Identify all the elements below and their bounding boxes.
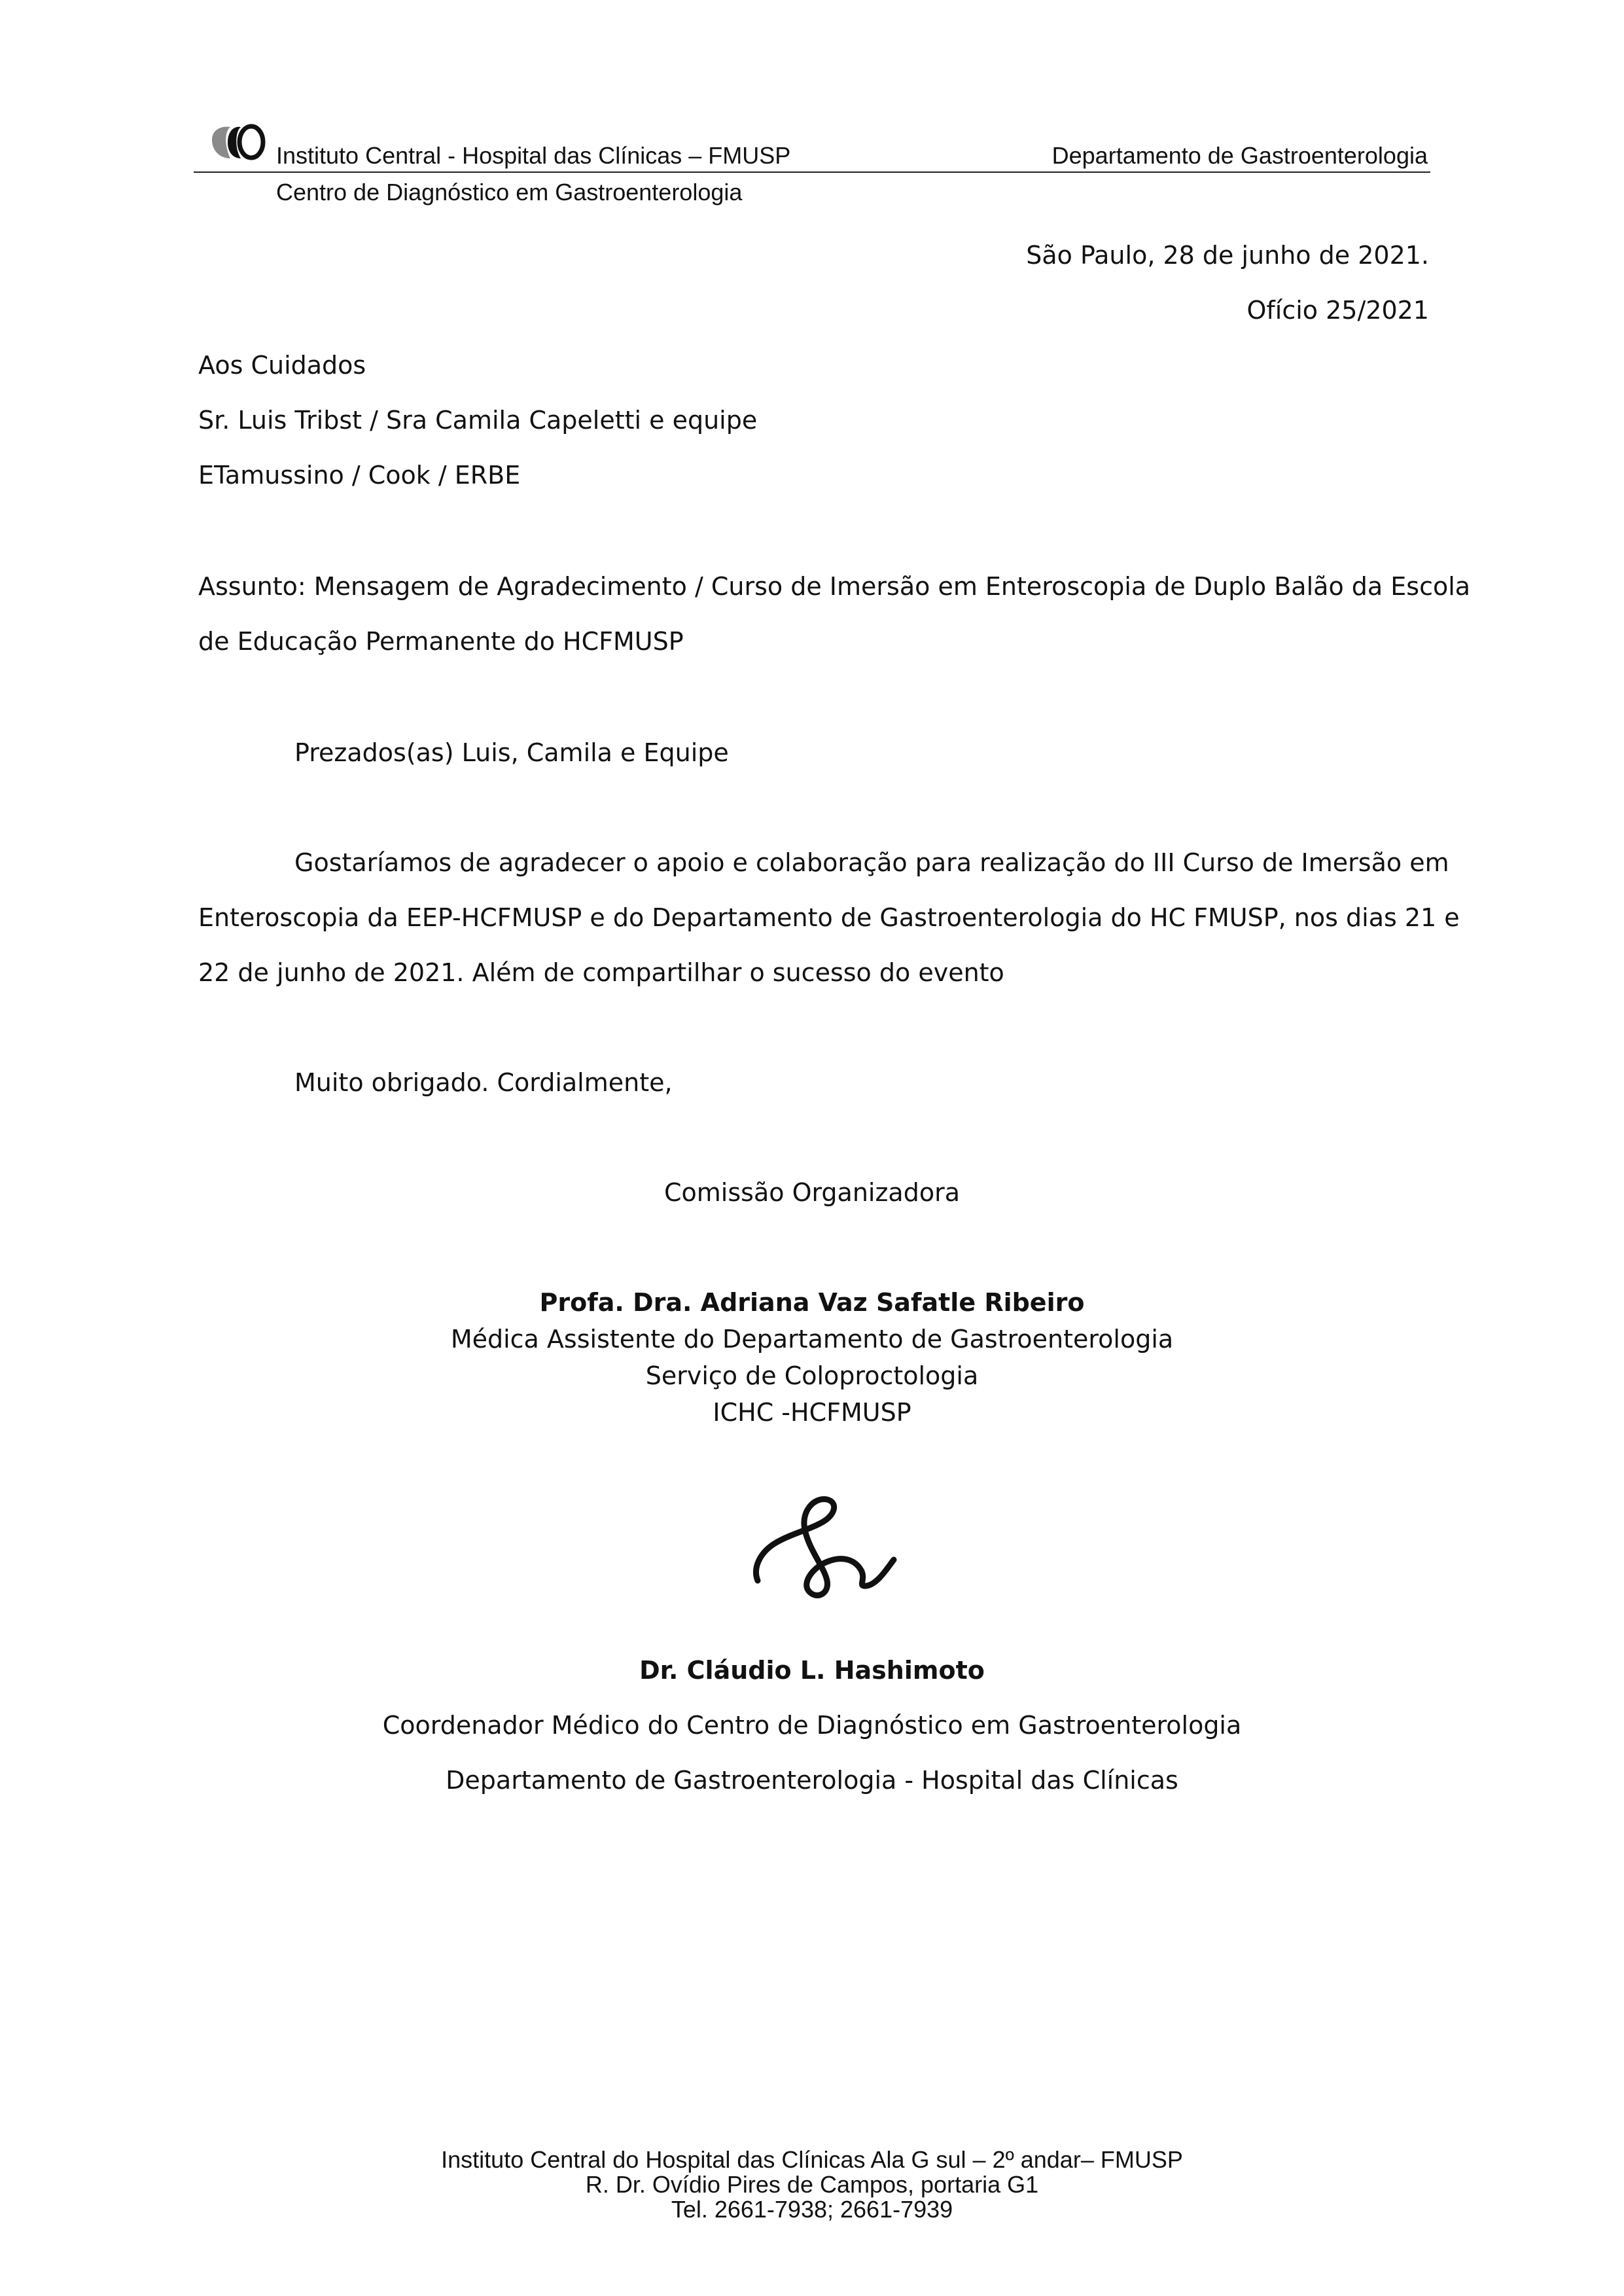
letter-reference: Ofício 25/2021 (1246, 296, 1429, 325)
header-center: Centro de Diagnóstico em Gastroenterologia (276, 179, 743, 206)
letter-date: São Paulo, 28 de junho de 2021. (1026, 241, 1429, 270)
subject-line: Assunto: Mensagem de Agradecimento / Curso de Imersão em Enteroscopia de Duplo Balão da Escola (198, 572, 1471, 601)
footer-phone: Tel. 2661-7938; 2661-7939 (671, 2196, 953, 2223)
closing: Muito obrigado. Cordialmente, (294, 1068, 673, 1097)
recipient-line: ETamussino / Cook / ERBE (198, 461, 521, 490)
body-line: Enteroscopia da EEP-HCFMUSP e do Departamento de Gastroenterologia do HC FMUSP, nos dias 21 e (198, 903, 1460, 932)
body-line: 22 de junho de 2021. Além de compartilhar o sucesso do evento (198, 958, 1004, 987)
header-institution: Instituto Central - Hospital das Clínicas – FMUSP (276, 142, 791, 169)
signatory-title: Departamento de Gastroenterologia - Hospital das Clínicas (446, 1766, 1178, 1795)
subject-line: de Educação Permanente do HCFMUSP (198, 627, 684, 656)
signatory-title: Coordenador Médico do Centro de Diagnóstico em Gastroenterologia (382, 1711, 1242, 1740)
signatory-name: Profa. Dra. Adriana Vaz Safatle Ribeiro (539, 1288, 1085, 1317)
header-department: Departamento de Gastroenterologia (1051, 142, 1428, 169)
header-divider (194, 171, 1430, 173)
committee-title: Comissão Organizadora (664, 1178, 960, 1207)
recipient-line: Sr. Luis Tribst / Sra Camila Capeletti e equipe (198, 406, 758, 435)
footer-street: R. Dr. Ovídio Pires de Campos, portaria G1 (585, 2171, 1039, 2198)
footer-address: Instituto Central do Hospital das Clínicas Ala G sul – 2º andar– FMUSP (441, 2146, 1183, 2173)
signatory-title: Serviço de Coloproctologia (645, 1361, 979, 1390)
greeting: Prezados(as) Luis, Camila e Equipe (294, 738, 729, 767)
hc-fmusp-logo-icon (208, 122, 268, 164)
signatory-name: Dr. Cláudio L. Hashimoto (639, 1656, 985, 1685)
signatory-title: Médica Assistente do Departamento de Gastroenterologia (450, 1325, 1174, 1354)
recipient-line: Aos Cuidados (198, 351, 366, 380)
signatory-title: ICHC -HCFMUSP (713, 1398, 911, 1427)
body-line: Gostaríamos de agradecer o apoio e colaboração para realização do III Curso de Imersão em (294, 848, 1449, 877)
handwritten-signature (746, 1489, 916, 1607)
